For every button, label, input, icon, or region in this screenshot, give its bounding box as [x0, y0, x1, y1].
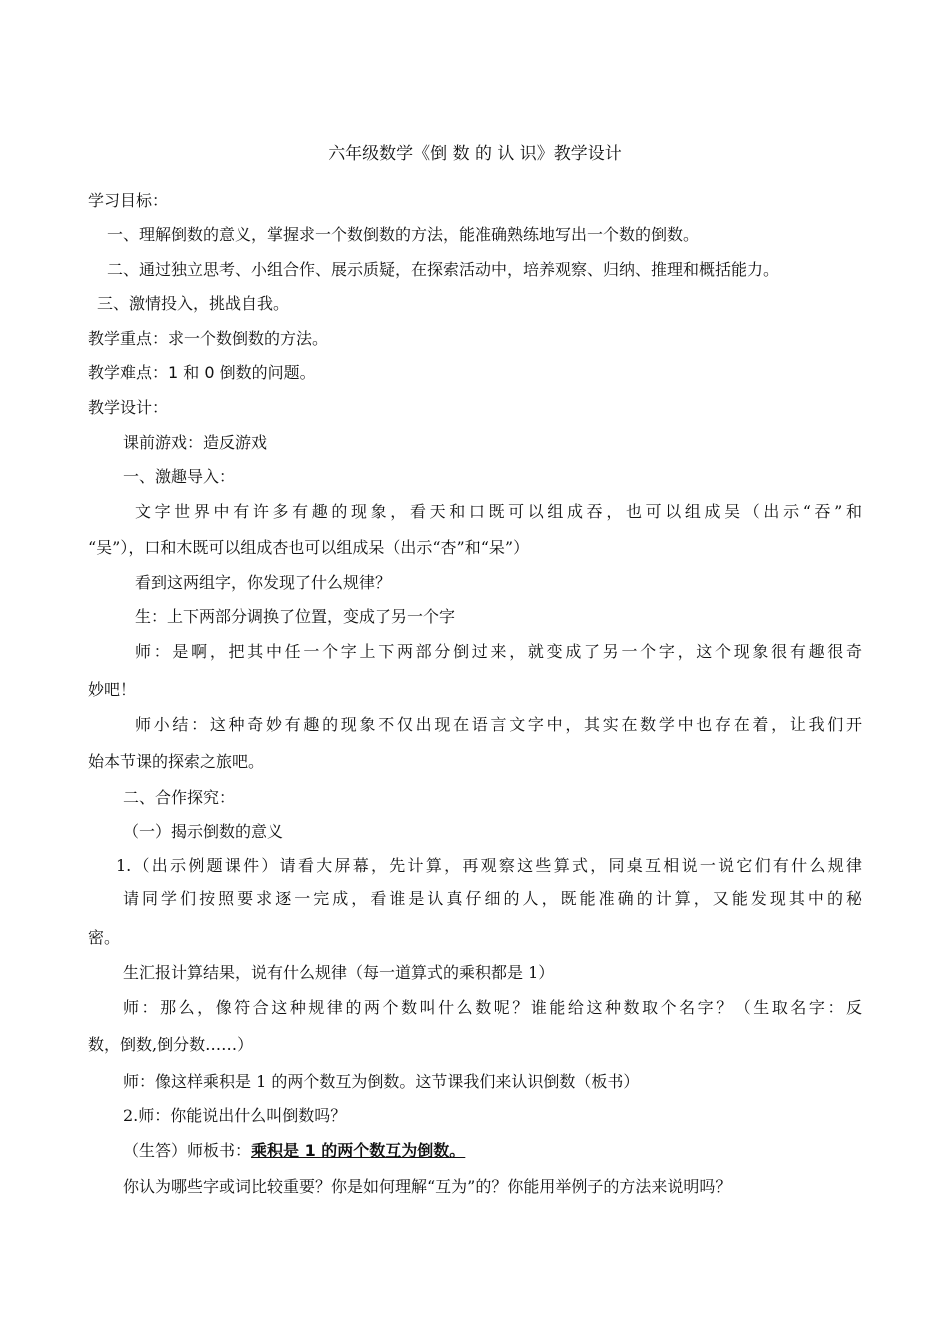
difficulty-text: 1 和 0 倒数的问题。 [168, 363, 316, 382]
paragraph-9 [123, 1141, 465, 1161]
board-note-prefix: （生答）师板书： [123, 1141, 252, 1160]
reciprocal-definition: 乘积是 1 的两个数互为倒数。 [251, 1141, 466, 1160]
section-heading-explore: 二、合作探究： [123, 788, 236, 807]
design-heading: 教学设计： [88, 398, 169, 417]
subsection-heading-1: （一）揭示倒数的意义 [123, 822, 284, 841]
paragraph-5-line-1: 师小结：这种奇妙有趣的现象不仅出现在语言文字中，其实在数学中也存在着，让我们开 [135, 715, 862, 734]
difficulty-line [88, 363, 316, 383]
paragraph-7-line-2: 数，倒数,倒分数……） [88, 1035, 254, 1054]
question-1-line-2: 请同学们按照要求逐一完成，看谁是认真仔细的人，既能准确的计算，又能发现其中的秘 [123, 889, 862, 908]
paragraph-8: 师：像这样乘积是 1 的两个数互为倒数。这节课我们来认识倒数（板书） [123, 1072, 640, 1091]
paragraph-1-line-2: “吴”），口和木既可以组成杏也可以组成呆（出示“杏”和“呆”） [88, 538, 530, 557]
goals-heading: 学习目标： [88, 191, 169, 210]
paragraph-1-line-1: 文字世界中有许多有趣的现象，看天和口既可以组成吞，也可以组成吴（出示“吞”和 [135, 502, 862, 521]
goal-item-2: 二、通过独立思考、小组合作、展示质疑，在探索活动中，培养观察、归纳、推理和概括能力。 [107, 260, 780, 279]
paragraph-6: 生汇报计算结果，说有什么规律（每一道算式的乘积都是 1） [123, 963, 555, 982]
key-point-label: 教学重点： [88, 329, 169, 348]
paragraph-3: 生：上下两部分调换了位置，变成了另一个字 [135, 607, 456, 626]
key-point-line [88, 329, 328, 349]
paragraph-2: 看到这两组字，你发现了什么规律？ [135, 573, 392, 592]
question-1-line-1: 1.（出示例题课件）请看大屏幕，先计算，再观察这些算式，同桌互相说一说它们有什么规律 [116, 856, 862, 875]
goal-item-1: 一、理解倒数的意义，掌握求一个数倒数的方法，能准确熟练地写出一个数的倒数。 [107, 225, 700, 244]
section-heading-intro: 一、激趣导入： [123, 467, 236, 486]
question-1-line-3: 密。 [88, 928, 121, 947]
paragraph-10: 你认为哪些字或词比较重要？你是如何理解“互为”的？你能用举例子的方法来说明吗？ [123, 1177, 732, 1196]
paragraph-7-line-1: 师：那么，像符合这种规律的两个数叫什么数呢？谁能给这种数取个名字？（生取名字：反 [123, 998, 862, 1017]
difficulty-label: 教学难点： [88, 363, 169, 382]
document-title: 六年级数学《倒 数 的 认 识》教学设计 [328, 144, 622, 164]
warmup-line: 课前游戏：造反游戏 [123, 433, 268, 452]
key-point-text: 求一个数倒数的方法。 [168, 329, 329, 348]
paragraph-4-line-1: 师：是啊，把其中任一个字上下两部分倒过来，就变成了另一个字，这个现象很有趣很奇 [135, 642, 862, 661]
goal-item-3: 三、激情投入，挑战自我。 [97, 294, 290, 313]
paragraph-5-line-2: 始本节课的探索之旅吧。 [88, 752, 265, 771]
paragraph-4-line-2: 妙吧！ [88, 680, 137, 699]
question-2: 2.师：你能说出什么叫倒数吗？ [123, 1106, 347, 1125]
